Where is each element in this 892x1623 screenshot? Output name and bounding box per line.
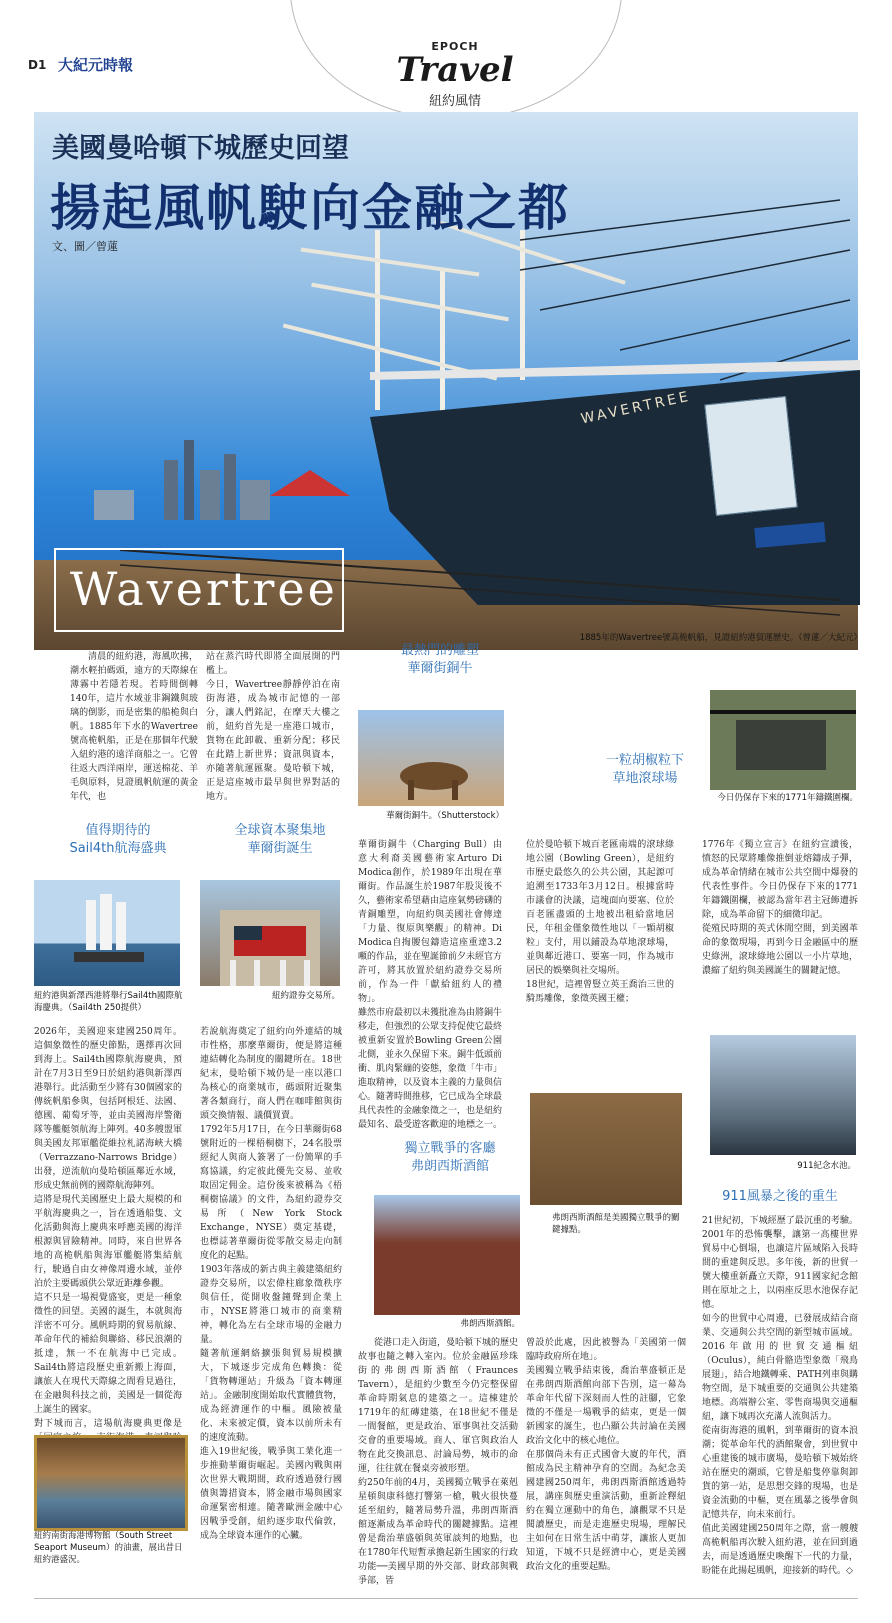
fraunces-body1: 從港口走入街道，曼哈頓下城的歷史故事也隨之轉入室內。位於金融區珍珠街的弗朗西斯酒館（Fraunces Tavern），是紐約少數至今仍完整保留革命時期氣息的建築之一。這棟建於1719年的紅磚建築，在18世紀不僅是一間餐館，更是政治、軍事與社交活動交會的重要場域。商人、軍官與政治人物在此交換訊息、討論局勢，城市的命運，往往就在餐桌旁被形塑。 約250年前的4月，美國獨立戰爭在萊剋星頓與康科德打響第一槍，戰火很快蔓延至紐約，隨著局勢升溫，弗朗西斯酒館逐漸成為革命時代的關鍵據點。這裡曾是喬治華盛頓與英軍談判的地點，也在1780年代短暫承擔起新生國家的行政功能──美國早期的外交部、財政部與戰爭部，皆 <box>358 1338 519 1586</box>
section-title: Travel <box>396 50 514 90</box>
green-heading <box>590 752 700 788</box>
memorial-caption: 911紀念水池。 <box>797 1161 856 1171</box>
headline-kicker: 美國曼哈頓下城歷史回望 <box>52 133 349 164</box>
headline: 揚起風帆駛向金融之都 <box>50 178 570 237</box>
green-photo <box>710 690 856 790</box>
fraunces-photo <box>374 1195 520 1315</box>
museum-painting <box>34 1435 188 1531</box>
memorial-photo <box>710 1035 856 1155</box>
wallst-heading <box>222 822 338 858</box>
skyline-graphic <box>34 430 374 520</box>
fraunces-caption: 弗朗西斯酒館。 <box>460 1319 520 1329</box>
epoch-label: EPOCH <box>431 40 479 53</box>
bottom-rule <box>34 1598 858 1599</box>
newspaper-logo: 大紀元時報 <box>58 56 134 74</box>
memorial-heading: 911風暴之後的重生 <box>722 1189 838 1204</box>
mast <box>440 270 445 420</box>
bull-heading-line1: 最熱門的雕塑 <box>400 643 479 658</box>
sail4th-caption: 紐約港與新澤西港將舉行Sail4th國際航海慶典。（Sail4th 250提供） <box>34 991 183 1013</box>
memorial-body: 21世紀初，下城經歷了最沉重的考驗。2001年的恐怖襲擊，讓第一高樓世界貿易中心倒塌，也讓這片區域陷入長時間的重建與反思。多年後，新的世貿一號大樓重新矗立天際，911國家紀念館則在原址之上，以兩座反思水池保存記憶。 如今的世貿中心周邊，已發展成結合商業、交通與公共空間的新型城市區域。2016年啟用的世貿交通樞紐（Oculus），純白骨骼造型象徵「飛鳥展翅」，結合地鐵轉乘、PATH列車與購物空間，是下城重要的交通與公共建築地標。高端辦公室、零售商場與交通樞紐，讓下城再次充滿人流與活力。 從南街海港的風帆，到華爾街的資本浪潮；從革命年代的酒館聚會，到世貿中心重建後的城市廣場，曼哈頓下城始終站在歷史的潮頭，它曾是船隻停靠與卸貨的第一站，是思想交鋒的現場，也是資金流動的中樞，更在風暴之後學會與記憶共存，向未來前行。 值此美國建國250周年之際，當一艘艘高桅帆船再次駛入紐約港，並在回到過去，而是透過歷史喚醒下一代的力量，盼能在此揚起風帆，迎接新的時代。◇ <box>702 1216 858 1576</box>
bull-heading-line2: 華爾街銅牛 <box>407 661 473 676</box>
fraunces-heading-line2: 弗朗西斯酒館 <box>410 1159 489 1174</box>
bull-heading <box>380 642 500 678</box>
nyse-caption: 紐約證券交易所。 <box>271 991 340 1001</box>
green-body: 位於曼哈頓下城百老匯南端的滾球綠地公園（Bowling Green），是紐約市歷史最悠久的公共公園，其起源可追溯至1733年3月12日。根據當時市議會的決議，這塊面向要塞、位於百老匯盡頭的土地被出租給當地居民，年租金僅象徵性地以「一顆胡椒粒」支付，用以鋪設為草地滾球場，並與鄰近港口、要塞一同，作為城市居民的娛樂與社交場所。 18世紀，這裡曾豎立英王喬治三世的騎馬雕像，象徵英國王權； <box>526 840 674 1004</box>
bull-photo <box>358 710 504 806</box>
wavertree-sign: Wavertree <box>70 562 338 616</box>
tall-ship-graphic <box>34 880 180 986</box>
wallst-heading-line1: 全球資本聚集地 <box>234 823 326 838</box>
info-sign <box>704 396 797 516</box>
section-subtitle: 紐約風情 <box>428 94 481 109</box>
fraunces-body2: 曾設於此處，因此被譽為「美國第一個臨時政府所在地」。 美國獨立戰爭結束後，喬治華盛頓正是在弗朗西斯酒館向部下告別，這一幕為革命年代留下深刻而人性的註腳，它象徵的不僅是一場戰爭的結束，更是一個新國家的誕生，也凸顯公共討論在美國政治文化中的核心地位。 在那個尚未有正式國會大廈的年代，酒館成為民主精神孕育的空間。為紀念美國建國250周年，弗朗西斯酒館透過特展，講座與歷史重演活動，重新詮釋紐約在獨立運動中的角色，讓觀眾不只是閱讀歷史，而是走進歷史現場，理解民主如何在日常生活中萌芽，讓旅人更加知道，下城不只是經濟中心，更是美國政治文化的重要起點。 <box>526 1338 686 1572</box>
green-body-cont: 1776年《獨立宣言》在紐約宣讀後，憤怒的民眾將雕像推倒並熔鑄成子彈，成為革命情緒在城市公共空間中爆發的代表性事件。今日仍保存下來的1771年鑄鐵圍欄，被認為當年君主冠飾遭拆除，成為革命留下的細微印記。 從殖民時期的英式休閒空間，到美國革命的象徵現場，再到今日金融區中的歷史綠洲，滾球綠地公園以一小片草地，濃縮了紐約與美國誕生的關鍵記憶。 <box>702 840 858 976</box>
intro-col2: 站在蒸汽時代即將全面展開的門檻上。 今日，Wavertree靜靜停泊在南街海港，成為城市記憶的一部分，讓人們銘記，在摩天大樓之前，紐約首先是一座港口城市，貨物在此卸載、重新分配；移民在此踏上新世界；資訊與資本，亦隨著航運匯聚。曼哈頓下城，正是這座城市最早與世界對話的地方。 <box>206 652 340 802</box>
green-caption: 今日仍保存下來的1771年鑄鐵圍欄。 <box>717 793 858 803</box>
fraunces-interior-caption: 弗朗西斯酒館是美國獨立戰爭的關鍵據點。 <box>552 1213 680 1235</box>
hero-caption: 1885年的Wavertree號高桅帆船，見證紐約港貿運歷史。（曾蓮／大紀元） <box>579 633 862 643</box>
fraunces-heading-line1: 獨立戰爭的客廳 <box>404 1141 496 1156</box>
fraunces-interior-photo <box>530 1093 682 1205</box>
bull-graphic <box>358 710 504 806</box>
bull-caption: 華爾街銅牛。（Shutterstock） <box>386 811 504 821</box>
green-heading-line2: 草地滾球場 <box>612 771 678 786</box>
museum-caption: 紐約南街海港博物館（South Street Seaport Museum）的油畫，展出昔日紐約港盛況。 <box>34 1531 183 1565</box>
sail4th-heading-line1: 值得期待的 <box>85 823 151 838</box>
fence-graphic <box>710 690 856 790</box>
fraunces-heading <box>400 1140 500 1176</box>
wallst-heading-line2: 華爾街誕生 <box>247 841 313 856</box>
sail4th-heading-line2: Sail4th航海盛典 <box>69 841 167 856</box>
ship-name: WAVERTREE <box>579 388 693 428</box>
sail4th-photo <box>34 880 180 986</box>
sail4th-body: 2026年，美國迎來建國250周年。這個象徵性的歷史節點，選擇再次回到海上。Sail4th國際航海慶典，預計在7月3日至9日於紐約港與新澤西港舉行。此活動至少將有30個國家的傳統帆船參與，包括阿根廷、法國、德國、葡萄牙等，並由美國海岸警衛隊等艦艇領航海上陣列。40多艘盟軍與美國友邦軍艦從維拉札諾海峽大橋（Verrazzano-Narrows Bridge）出發，逆流航向曼哈頓區鄰近水域，形成史無前例的國際航海陣列。 這將是現代美國歷史上最大規模的和平航海慶典之一，旨在透過船隻、文化活動與海上慶典來呼應美國的海洋根源與冒險精神。同時，來自世界各地的高桅帆船與海軍艦艇將集結航行，駛過自由女神像周邊水域，並停泊於主要碼頭供公眾近距離參觀。 這不只是一場視覺盛宴，更是一種象徵性的回望。美國的誕生，本就與海洋密不可分。風帆時期的貿易航線、革命年代的補給與聯絡、移民浪潮的抵達，無一不在航海中已完成。Sail4th將這段歷史重新搬上海面，讓旅人在現代天際線之間看見過往，在金融與科技之前，美國是一個從海上誕生的國家。 對下城而言，這場航海慶典更像是 <box>34 1027 182 1429</box>
byline: 文、圖／曾蓮 <box>52 240 118 253</box>
intro-col1: 清晨的紐約港，海風吹拂，潮水輕拍碼頭，遠方的天際線在薄霧中若隱若現。若時間倒轉140年，這片水域並非鋼鐵與玻璃的倒影，而是密集的船桅與白帆。1885年下水的Wavertree號高桅帆船，正是在那個年代駛入紐約港的遠洋商船之一。它曾往返大西洋兩岸，運送棉花、羊毛與原料，見證風帆航運的黃金年代，也 <box>70 652 198 802</box>
wallst-body: 若說航海奠定了紐約向外連結的城市性格，那麼華爾街，便是將這種連結轉化為制度的關鍵所在。18世紀末，曼哈頓下城仍是一座以港口為核心的商業城市，碼頭附近聚集著各類商行，商人們在咖啡館與街頭交換情報、議價買賣。 1792年5月17日，在今日華爾街68號附近的一棵梧桐樹下，24名股票經紀人與商人簽署了一份簡單的手寫協議，約定彼此優先交易、並收取固定佣金。這份後來被稱為《梧桐樹協議》的文件，為紐約證券交易所（New York Stock Exchange，NYSE）奠定基礎，也標誌著華爾街從零散交易走向制度化的起點。 1903年落成的新古典主義建築紐約證券交易所，以宏偉柱廊象徵秩序與信任，從開收盤鐘聲到企業上市，NYSE將港口城市的商業精神，轉化為左右全球市場的金融力量。 隨著航運網絡擴張與貿易規模擴大，下城逐步完成角色轉換：從「貨物轉運站」升級為「資本轉運站」。金融制度開始取代實體貨物，成為經濟運作的中樞。風險被量化、未來被定價，資本以前所未有的速度流動。 進入19世紀後，戰爭與工業化進一步推動華爾街崛起。美國內戰與兩次世界大戰期間，政府透過發行國債與籌措資本，將金融市場與國家命運緊密相連。隨著歐洲金融中心因戰爭受創，紐約逐步取代倫敦，成為全球資本運作的心臟。 <box>200 1027 342 1541</box>
rigging-lines <box>520 190 860 390</box>
sail4th-heading <box>58 822 178 858</box>
nyse-photo <box>200 880 340 986</box>
page-number: D1 <box>28 58 47 72</box>
nyse-graphic <box>200 880 340 986</box>
bull-body: 華爾街銅牛（Charging Bull）由意大利裔美國藝術家Arturo Di Modica創作，於1989年出現在華爾街。作品誕生於1987年股災後不久，藝術家希望藉由這座氣勢磅礴的青銅雕塑，向紐約與美國社會傳達「力量、復原與樂觀」的精神。Di Modica自掏腰包鑄造這座重達3.2噸的作品，並在聖誕節前夕未經官方許可，將其放置於紐約證券交易所前，作為一件「獻給紐約人的禮物」。 雖然市府最初以未獲批准為由將銅牛移走，但強烈的公眾支持促使它最終被重新安置於Bowling Green公園北側，並永久保留下來。銅牛低頭前衝、肌肉緊繃的姿態，象徵「牛市」進取精神，以及資本主義的力量與信心。隨著時間推移，它已成為全球最具代表性的金融象徵之一，也是紐約最知名、最受遊客歡迎的地標之一。 <box>358 840 503 1130</box>
green-heading-line1: 一粒胡椒粒下 <box>605 753 684 768</box>
